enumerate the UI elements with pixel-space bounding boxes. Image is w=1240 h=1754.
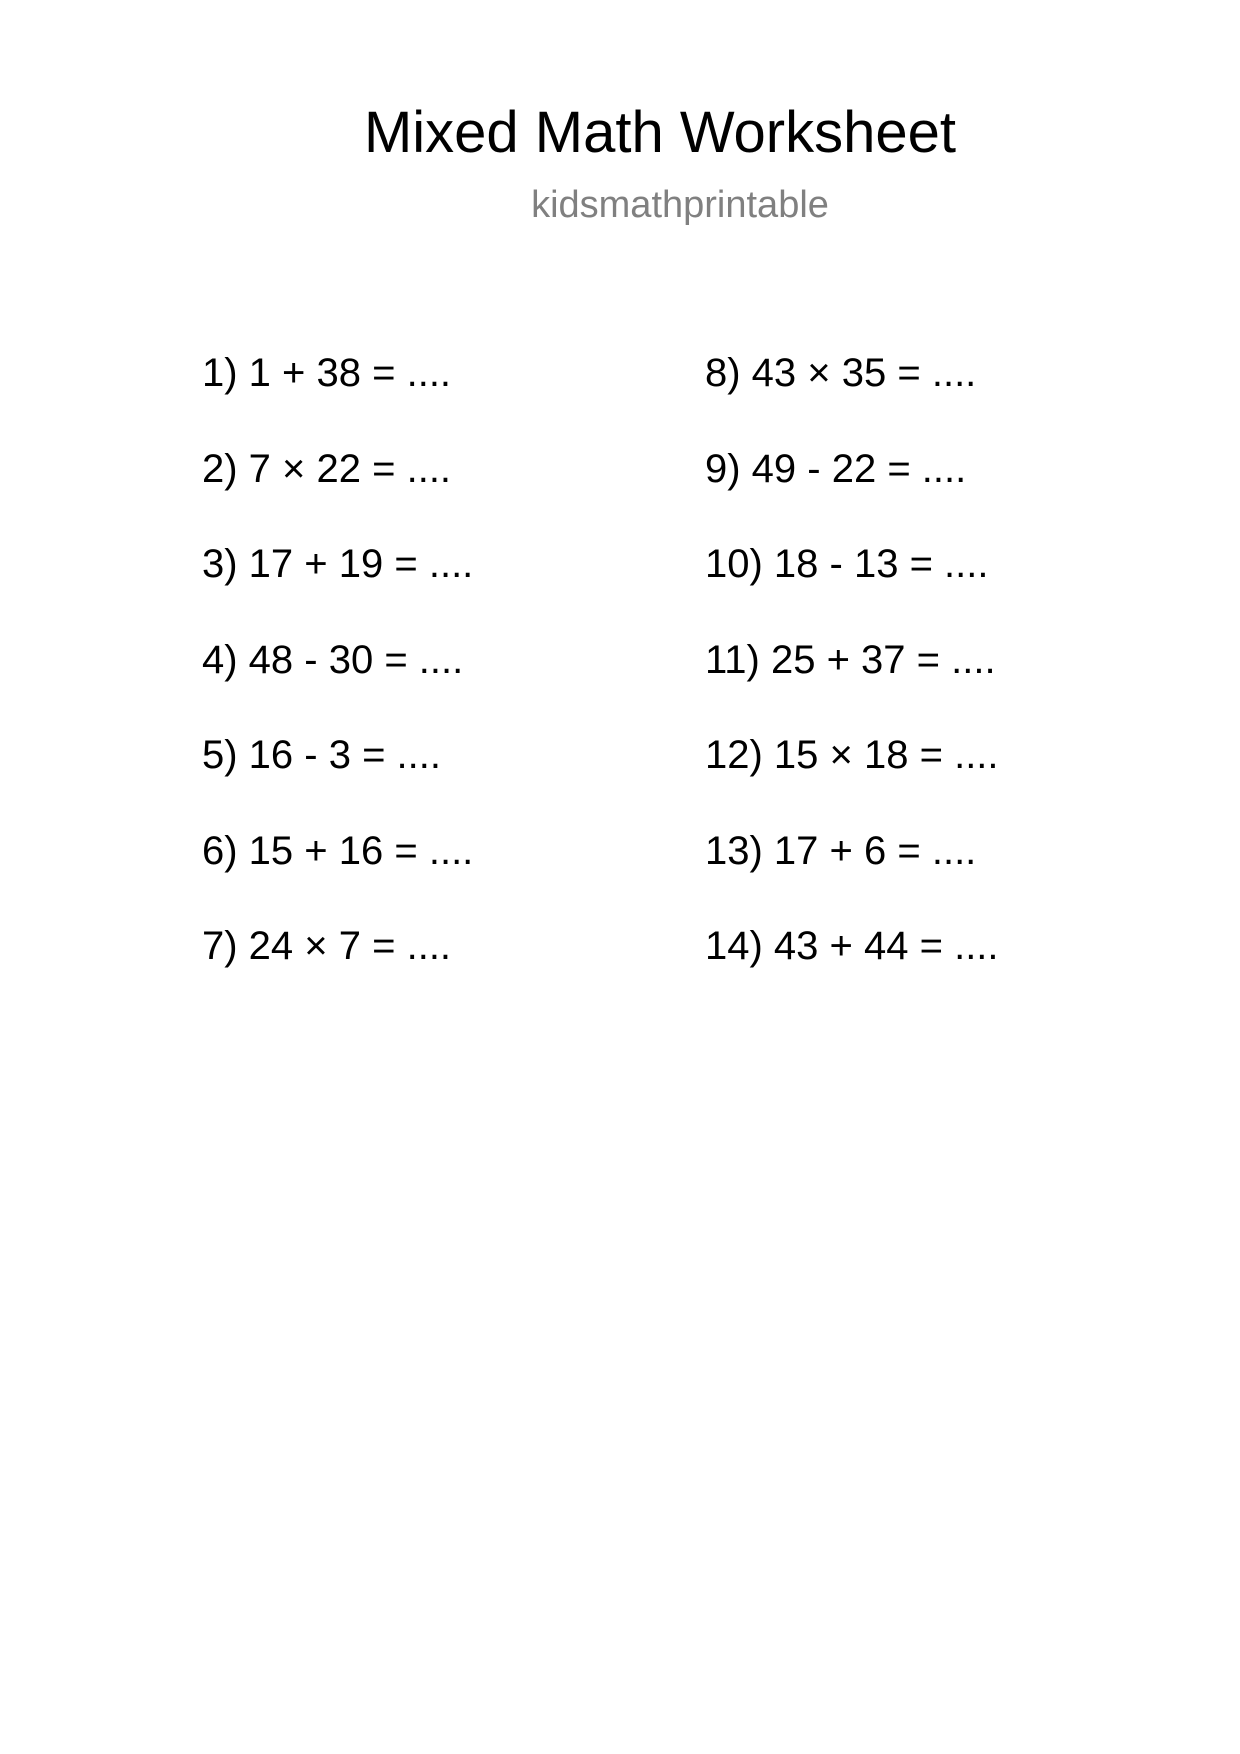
problem-item: 5) 16 - 3 = .... [202,733,442,777]
problem-item: 6) 15 + 16 = .... [202,828,474,873]
problem-item: 9) 49 - 22 = .... [705,446,967,491]
problem-item: 7) 24 × 7 = .... [202,924,452,968]
problem-item: 10) 18 - 13 = .... [705,542,989,586]
worksheet-subtitle: kidsmathprintable [531,184,829,226]
problem-item: 2) 7 × 22 = .... [202,446,452,491]
problem-item: 1) 1 + 38 = .... [202,351,452,395]
problem-item: 3) 17 + 19 = .... [202,542,474,586]
problem-item: 13) 17 + 6 = .... [705,828,977,873]
problem-item: 12) 15 × 18 = .... [705,733,999,777]
problem-column-left [202,350,473,1019]
problem-column-right [705,350,999,1019]
worksheet-title: Mixed Math Worksheet [363,100,957,165]
problem-item: 4) 48 - 30 = .... [202,637,464,682]
problem-item: 11) 25 + 37 = .... [705,637,996,682]
problem-item: 8) 43 × 35 = .... [705,351,977,395]
problem-item: 14) 43 + 44 = .... [705,924,999,968]
